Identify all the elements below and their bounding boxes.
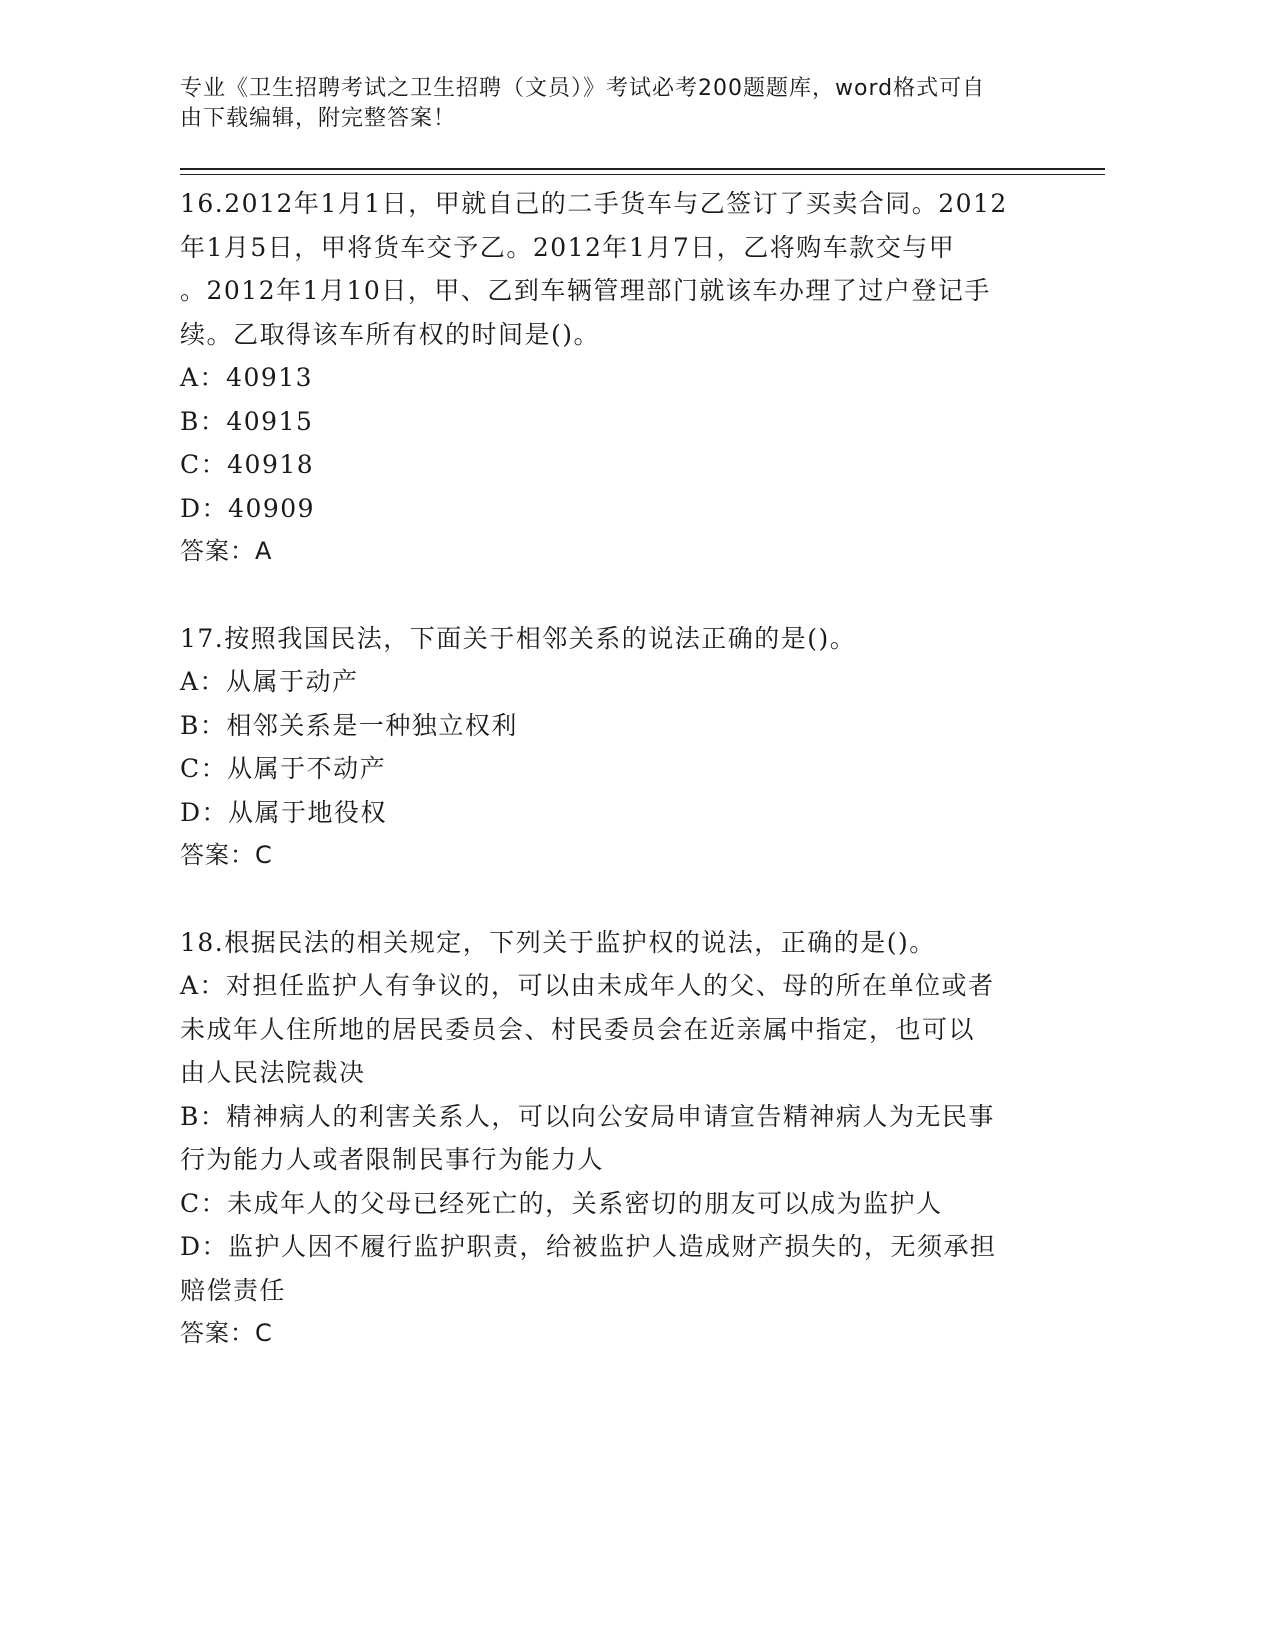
option-line: C：40918 (180, 450, 315, 479)
option-line: D：从属于地役权 (180, 797, 388, 827)
header-divider-thick (180, 168, 1105, 170)
answer-line: 答案：C (180, 1319, 273, 1347)
option-line: 行为能力人或者限制民事行为能力人 (180, 1145, 605, 1174)
option-b (180, 400, 1060, 444)
option-line: D：监护人因不履行监护职责，给被监护人造成财产损失的，无须承担 (180, 1232, 997, 1261)
question-stem-line: 16.2012年1月1日，甲就自己的二手货车与乙签订了买卖合同。2012 (180, 189, 1008, 218)
question-stem (180, 617, 1060, 661)
question-17 (180, 617, 1060, 878)
option-a (180, 356, 1060, 400)
header-line: 专业《卫生招聘考试之卫生招聘（文员）》考试必考200题题库，word格式可自 (180, 76, 986, 101)
question-stem-line: 。2012年1月10日，甲、乙到车辆管理部门就该车办理了过户登记手 (180, 276, 991, 305)
option-line: C：未成年人的父母已经死亡的，关系密切的朋友可以成为监护人 (180, 1188, 943, 1218)
option-line: B：精神病人的利害关系人，可以向公安局申请宣告精神病人为无民事 (180, 1101, 995, 1131)
question-stem-line: 18.根据民法的相关规定，下列关于监护权的说法，正确的是()。 (180, 927, 936, 957)
option-c (180, 747, 1060, 791)
option-a (180, 964, 1060, 1095)
option-d (180, 1225, 1060, 1312)
option-line: C：从属于不动产 (180, 754, 387, 783)
option-d (180, 487, 1060, 531)
page-header (180, 74, 1060, 134)
answer-line: 答案：C (180, 841, 273, 869)
option-line: D：40909 (180, 493, 316, 523)
answer-line: 答案：A (180, 537, 273, 565)
question-stem (180, 921, 1060, 965)
option-a (180, 660, 1060, 704)
option-b (180, 704, 1060, 748)
question-stem-line: 年1月5日，甲将货车交予乙。2012年1月7日，乙将购车款交与甲 (180, 232, 956, 262)
option-line: A：40913 (180, 363, 314, 392)
question-16 (180, 182, 1060, 574)
question-stem-line: 17.按照我国民法，下面关于相邻关系的说法正确的是()。 (180, 623, 857, 653)
question-stem-line: 续。乙取得该车所有权的时间是()。 (180, 319, 601, 349)
option-c (180, 443, 1060, 487)
header-line: 由下载编辑，附完整答案！ (180, 106, 457, 131)
option-line: B：相邻关系是一种独立权利 (180, 710, 518, 740)
option-line: B：40915 (180, 406, 314, 436)
option-b (180, 1095, 1060, 1182)
option-line: 未成年人住所地的居民委员会、村民委员会在近亲属中指定，也可以 (180, 1014, 976, 1044)
option-c (180, 1182, 1060, 1226)
header-divider-thin (180, 174, 1105, 175)
option-line: A：对担任监护人有争议的，可以由未成年人的父、母的所在单位或者 (180, 971, 995, 1000)
option-d (180, 791, 1060, 835)
question-list (180, 182, 1060, 1399)
option-line: A：从属于动产 (180, 667, 359, 696)
question-stem (180, 182, 1060, 356)
option-line: 由人民法院裁决 (180, 1058, 366, 1087)
option-line: 赔偿责任 (180, 1275, 287, 1305)
question-18 (180, 921, 1060, 1356)
